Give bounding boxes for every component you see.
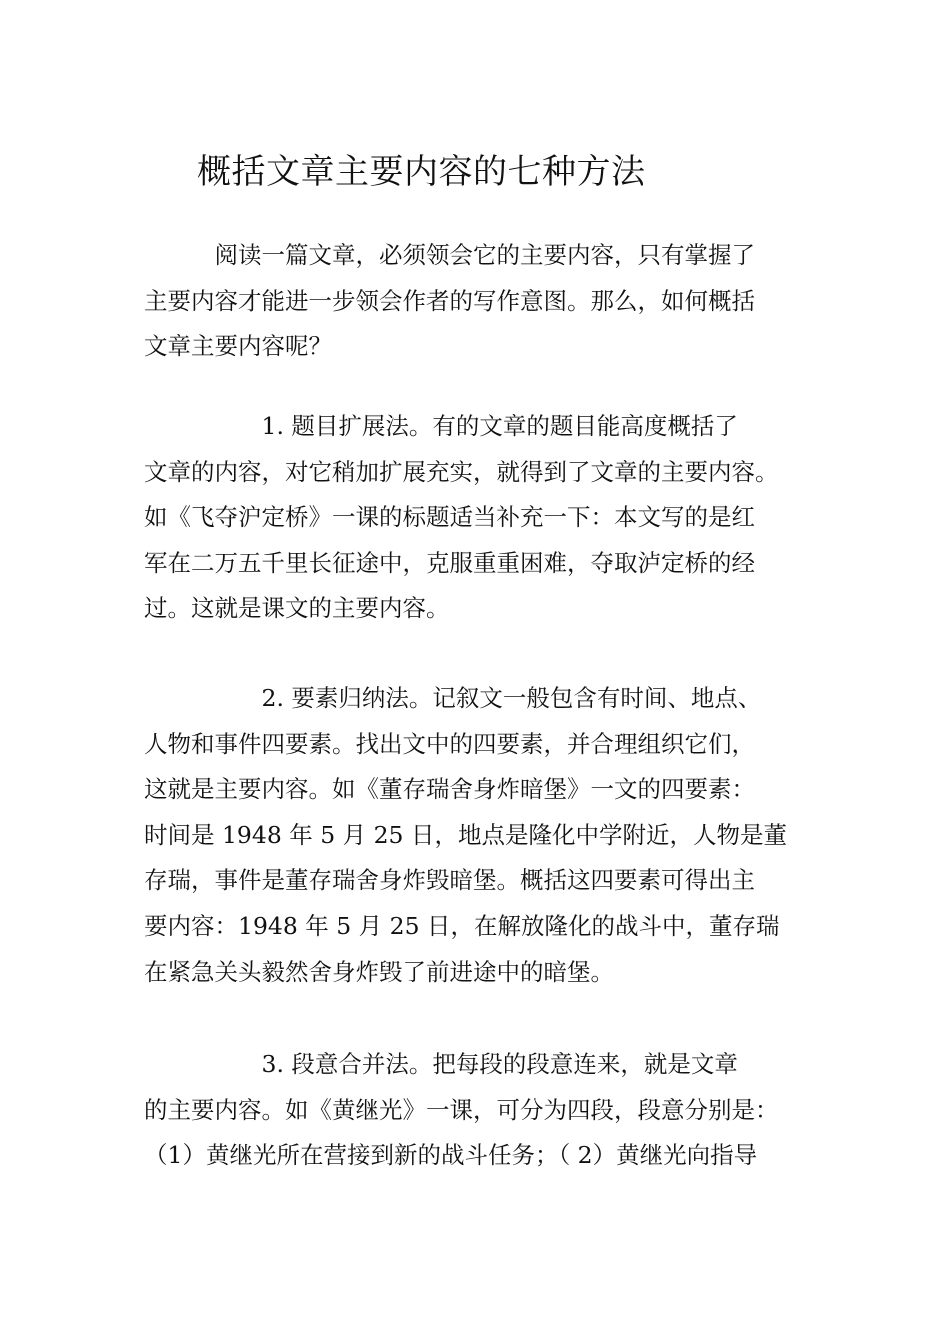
paragraph-line: 文章主要内容呢？ — [144, 332, 332, 361]
paragraph-method-1 — [144, 404, 814, 632]
paragraph-line: 存瑞，事件是董存瑞舍身炸毁暗堡。概括这四要素可得出主 — [144, 866, 755, 895]
paragraph-method-3 — [144, 1042, 814, 1179]
paragraph-line: 过。这就是课文的主要内容。 — [144, 594, 450, 623]
paragraph-line: 阅读一篇文章，必须领会它的主要内容，只有掌握了 — [144, 241, 755, 269]
paragraph-line: 主要内容才能进一步领会作者的写作意图。那么，如何概括 — [144, 286, 755, 315]
paragraph-line: 2. 要素归纳法。记叙文一般包含有时间、地点、 — [144, 684, 762, 712]
paragraph-line: 1. 题目扩展法。有的文章的题目能高度概括了 — [144, 412, 738, 440]
document-title: 概括文章主要内容的七种方法 — [197, 152, 646, 192]
paragraph-method-2 — [144, 676, 814, 995]
paragraph-line: 时间是 1948 年 5 月 25 日，地点是隆化中学附近，人物是董 — [144, 820, 787, 849]
paragraph-line: 文章的内容，对它稍加扩展充实，就得到了文章的主要内容。 — [144, 457, 779, 486]
paragraph-line: 军在二万五千里长征途中，克服重重困难，夺取泸定桥的经 — [144, 548, 755, 577]
paragraph-line: 人物和事件四要素。找出文中的四要素，并合理组织它们， — [144, 729, 755, 758]
paragraph-line: 如《飞夺沪定桥》一课的标题适当补充一下：本文写的是红 — [144, 503, 755, 532]
paragraph-line: 要内容：1948 年 5 月 25 日，在解放隆化的战斗中，董存瑞 — [144, 911, 780, 940]
paragraph-intro — [144, 233, 814, 370]
paragraph-line: （1）黄继光所在营接到新的战斗任务；（ 2）黄继光向指导 — [144, 1141, 758, 1170]
paragraph-line: 在紧急关头毅然舍身炸毁了前进途中的暗堡。 — [144, 957, 614, 986]
paragraph-line: 3. 段意合并法。把每段的段意连来，就是文章 — [144, 1050, 738, 1078]
paragraph-line: 这就是主要内容。如《董存瑞舍身炸暗堡》一文的四要素： — [144, 775, 755, 804]
paragraph-line: 的主要内容。如《黄继光》一课，可分为四段，段意分别是： — [144, 1095, 779, 1124]
